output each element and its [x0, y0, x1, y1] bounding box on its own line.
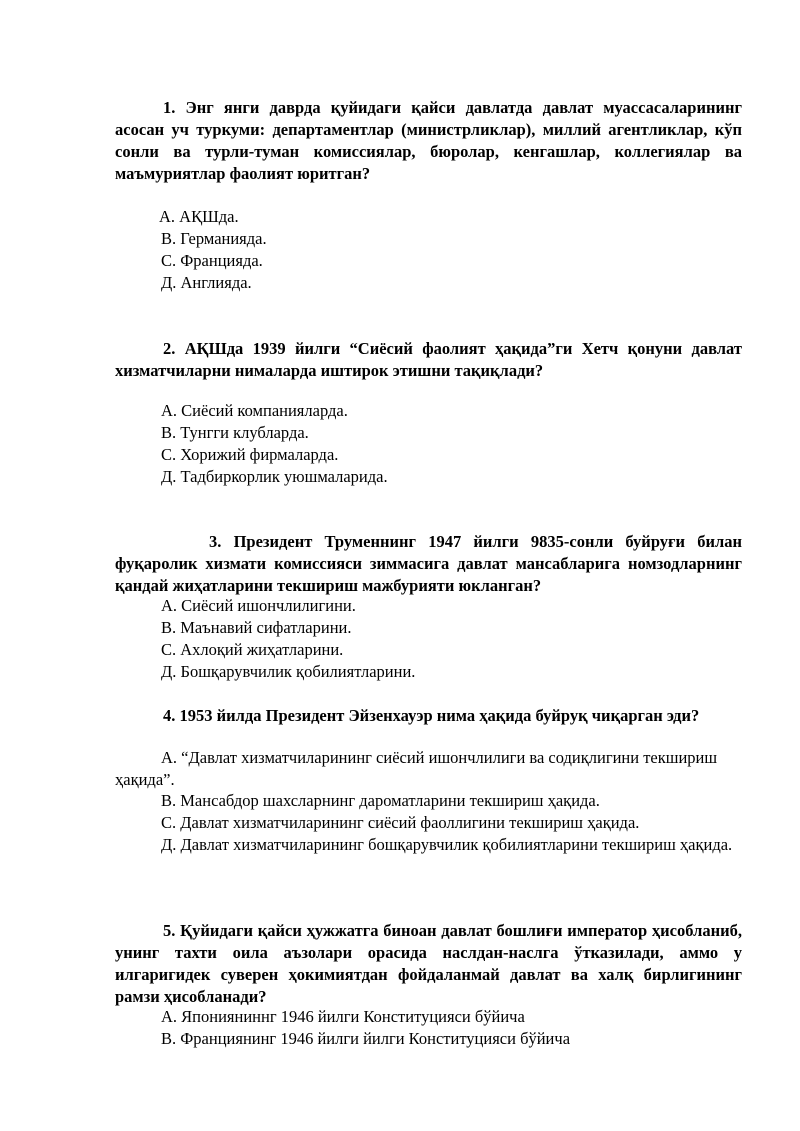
- question-5-option-b: В. Франциянинг 1946 йилги йилги Конституцияси бўйича: [161, 1029, 571, 1048]
- question-3-option-d: Д. Бошқарувчилик қобилиятларини.: [161, 662, 416, 681]
- question-4-option-a: А. “Давлат хизматчиларининг сиёсий ишончлилиги ва содиқлигини текшириш ҳақида”.: [115, 748, 718, 789]
- question-1-option-d: Д. Англияда.: [161, 273, 252, 292]
- question-2-option-c: С. Хорижий фирмаларда.: [161, 445, 339, 464]
- question-1-option-c: С. Францияда.: [161, 251, 263, 270]
- question-4-option-c: С. Давлат хизматчиларининг сиёсий фаоллигини текшириш ҳақида.: [161, 813, 640, 832]
- question-1-option-a: А. АҚШда.: [159, 207, 239, 226]
- question-5: 5. Қуйидаги қайси ҳужжатга биноан давлат бошлиғи император ҳисобланиб, унинг тахти оила аъзолари орасида наслдан-наслга ўтказилади, аммо у илгаригидек суверен ҳокимиятдан фойдаланмай давлат ва халқ бирлигининг рамзи ҳисобланади?: [115, 921, 742, 1006]
- question-3-option-c: С. Ахлоқий жиҳатларини.: [161, 640, 344, 659]
- question-4: 4. 1953 йилда Президент Эйзенхауэр нима ҳақида буйруқ чиқарган эди?: [163, 706, 700, 725]
- question-1: 1. Энг янги даврда қуйидаги қайси давлатда давлат муассасаларининг асосан уч туркуми: департаментлар (министрликлар), миллий агентликлар, кўп сонли ва турли-туман комиссиялар, бюролар, кенгашлар, коллегиялар ва маъмуриятлар фаолият юритган?: [115, 98, 742, 183]
- question-4-option-d: Д. Давлат хизматчиларининг бошқарувчилик қобилиятларини текшириш ҳақида.: [161, 835, 733, 854]
- question-2: 2. АҚШда 1939 йилги “Сиёсий фаолият ҳақида”ги Хетч қонуни давлат хизматчиларни нималарда иштирок этишни тақиқлади?: [115, 339, 742, 380]
- question-5-option-a: А. Японияниннг 1946 йилги Конституцияси бўйича: [161, 1007, 525, 1026]
- question-1-option-b: В. Германияда.: [161, 229, 267, 248]
- question-3-option-b: В. Маънавий сифатларини.: [161, 618, 352, 637]
- question-2-option-a: А. Сиёсий компанияларда.: [161, 401, 348, 420]
- question-2-option-d: Д. Тадбиркорлик уюшмаларида.: [161, 467, 388, 486]
- question-3: 3. Президент Труменнинг 1947 йилги 9835-сонли буйруғи билан фуқаролик хизмати комиссияси зиммасига давлат мансабларига номзодларнинг қандай жиҳатларини текшириш мажбурияти юкланган?: [115, 532, 742, 595]
- question-2-option-b: В. Тунгги клубларда.: [161, 423, 309, 442]
- question-3-option-a: А. Сиёсий ишончлилигини.: [161, 596, 356, 615]
- question-4-option-b: В. Мансабдор шахсларнинг дароматларини текшириш ҳақида.: [161, 791, 600, 810]
